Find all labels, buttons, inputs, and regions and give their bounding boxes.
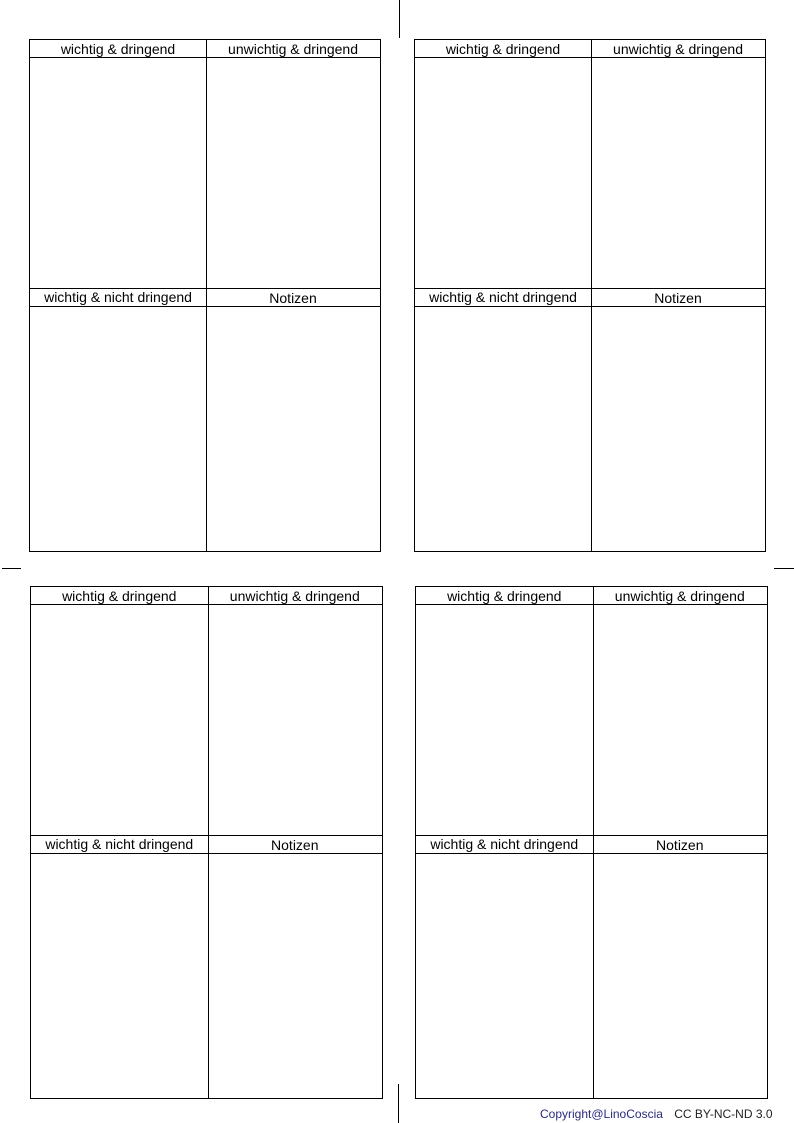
label-notes: Notizen	[269, 290, 317, 306]
label-important-not-urgent: wichtig & nicht dringend	[45, 836, 194, 852]
cut-mark-bottom	[398, 1084, 399, 1123]
quadrant-important-urgent	[31, 605, 208, 834]
cut-mark-top	[399, 0, 400, 38]
quadrant-notes	[593, 854, 767, 1098]
label-important-not-urgent: wichtig & nicht dringend	[44, 289, 192, 305]
quadrant-important-not-urgent	[416, 854, 593, 1098]
label-unimportant-urgent: unwichtig & dringend	[613, 41, 744, 57]
label-notes: Notizen	[654, 290, 702, 306]
license-text: CC BY-NC-ND 3.0	[674, 1107, 773, 1121]
quadrant-important-urgent	[30, 58, 206, 287]
quadrant-unimportant-urgent	[593, 605, 767, 834]
label-important-urgent: wichtig & dringend	[62, 588, 177, 604]
quadrant-important-urgent	[416, 605, 593, 834]
label-important-urgent: wichtig & dringend	[445, 41, 561, 57]
quadrant-important-not-urgent	[30, 307, 206, 551]
quadrant-important-not-urgent	[31, 854, 208, 1098]
copyright-text: Copyright@LinoCoscia	[540, 1107, 663, 1121]
label-unimportant-urgent: unwichtig & dringend	[614, 588, 745, 604]
quadrant-notes	[208, 854, 382, 1098]
quadrant-important-not-urgent	[415, 307, 591, 551]
quadrant-notes	[206, 307, 380, 551]
eisenhower-card-bottom-right	[415, 586, 768, 1099]
label-important-urgent: wichtig & dringend	[447, 588, 562, 604]
label-notes: Notizen	[271, 837, 319, 853]
quadrant-unimportant-urgent	[206, 58, 380, 287]
eisenhower-card-top-right	[414, 39, 766, 552]
label-important-not-urgent: wichtig & nicht dringend	[429, 289, 577, 305]
cut-mark-right	[774, 568, 794, 569]
quadrant-important-urgent	[415, 58, 591, 287]
label-unimportant-urgent: unwichtig & dringend	[228, 41, 359, 57]
quadrant-unimportant-urgent	[208, 605, 382, 834]
label-unimportant-urgent: unwichtig & dringend	[229, 588, 360, 604]
label-important-urgent: wichtig & dringend	[60, 41, 176, 57]
label-notes: Notizen	[656, 837, 704, 853]
eisenhower-card-bottom-left	[30, 586, 383, 1099]
quadrant-notes	[591, 307, 765, 551]
eisenhower-card-top-left	[29, 39, 381, 552]
quadrant-unimportant-urgent	[591, 58, 765, 287]
cut-mark-left	[2, 568, 21, 569]
footer	[540, 1107, 773, 1121]
label-important-not-urgent: wichtig & nicht dringend	[430, 836, 579, 852]
